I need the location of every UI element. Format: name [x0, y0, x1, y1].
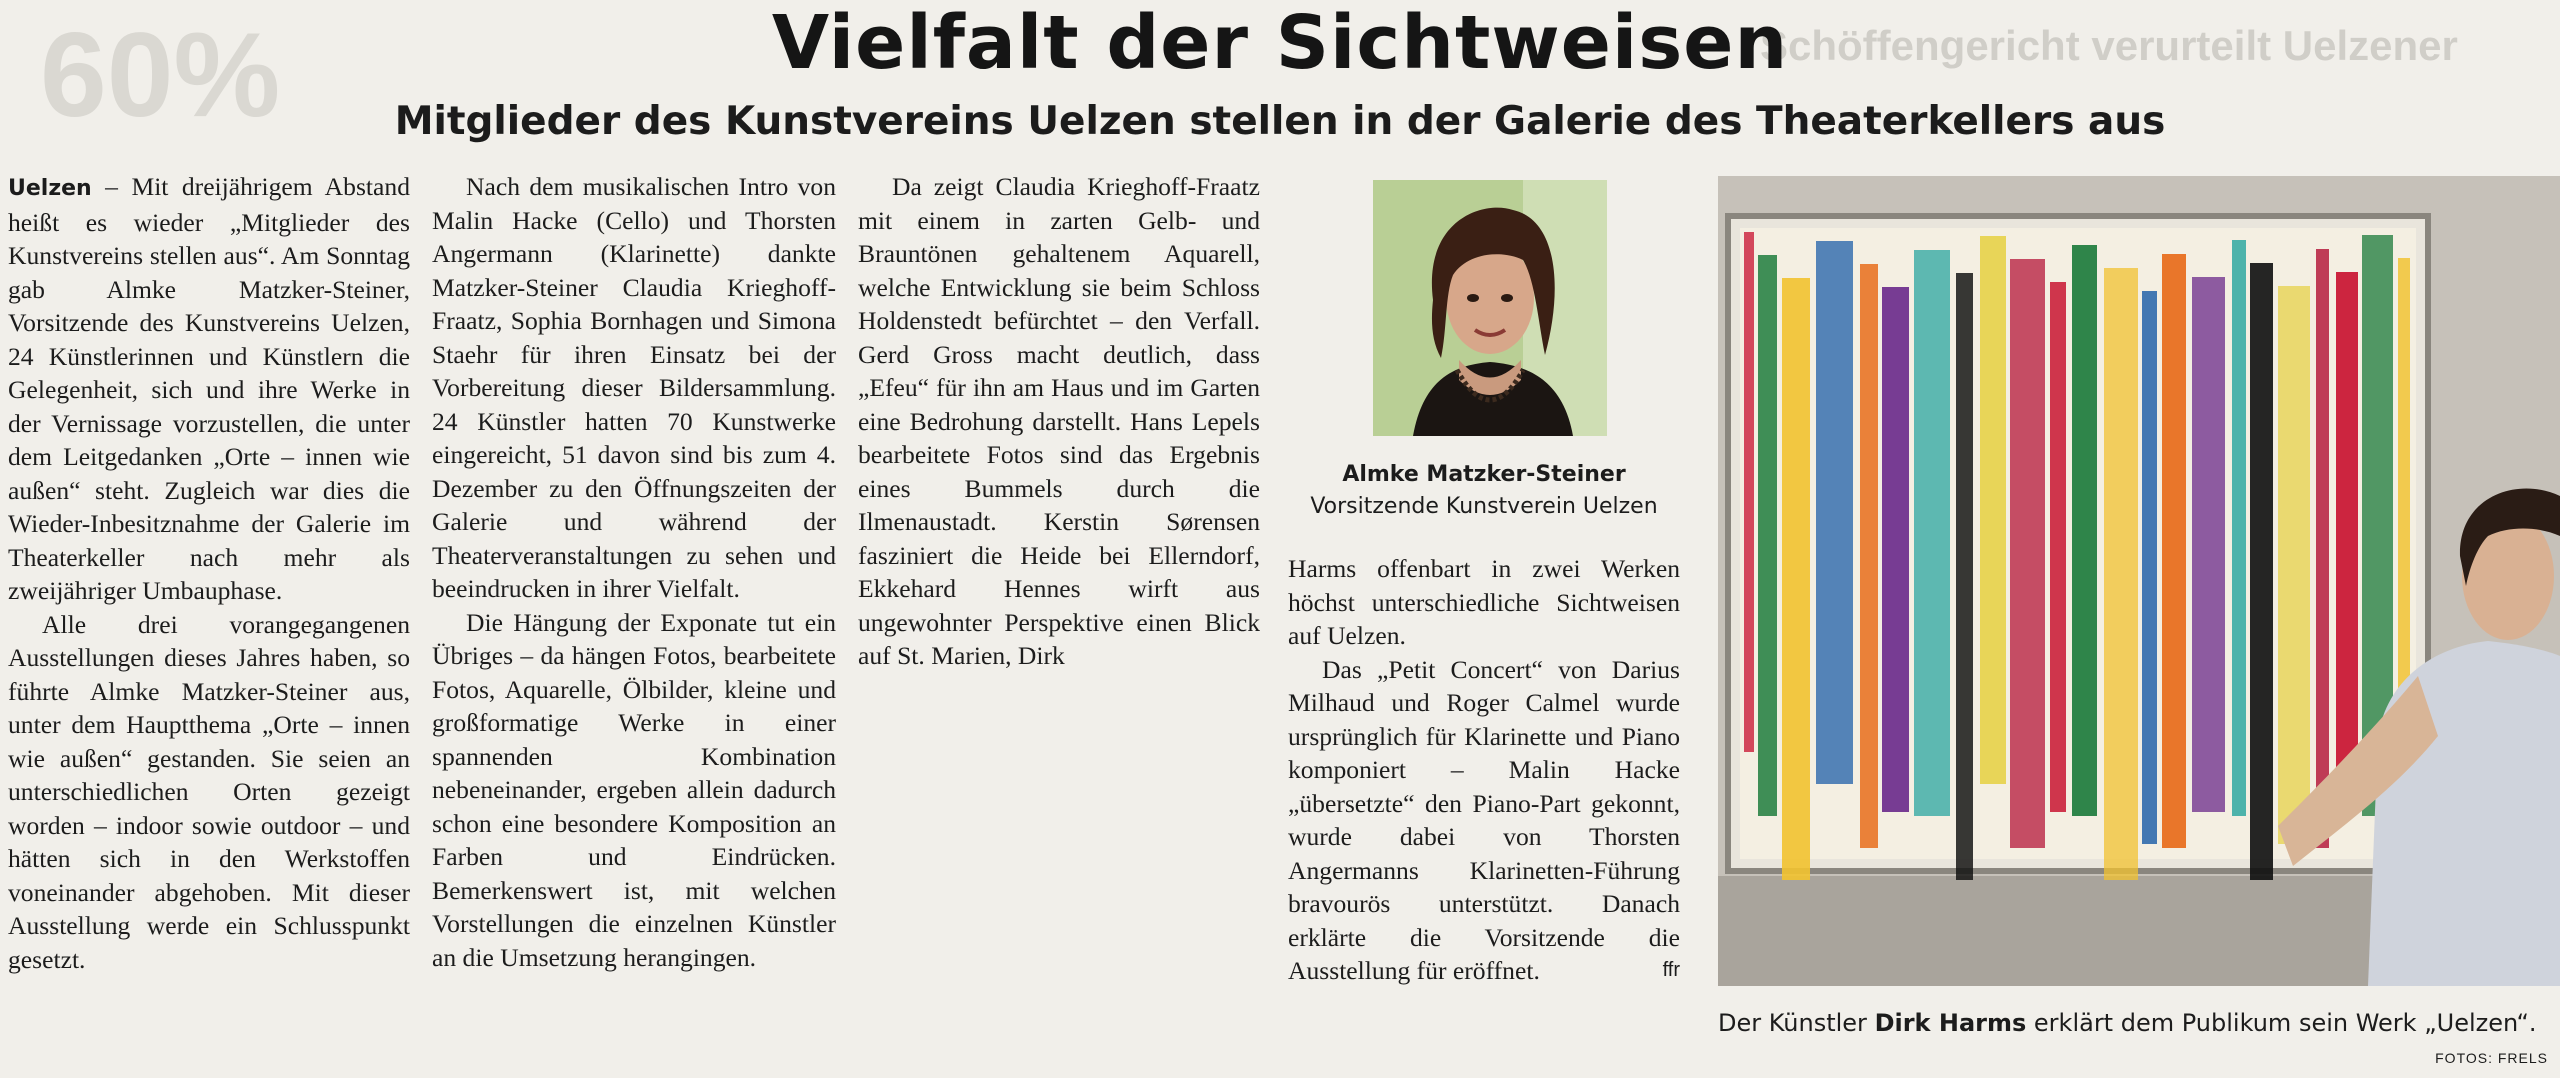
paint-stripe	[2162, 254, 2186, 848]
photo-credit: FOTOS: FRELS	[2435, 1050, 2548, 1066]
paint-stripe	[1914, 250, 1950, 816]
paint-stripe	[2316, 249, 2329, 848]
paint-stripe	[2050, 282, 2066, 812]
article-headline: Vielfalt der Sichtweisen	[771, 0, 1789, 86]
article-paragraph-3: Nach dem musikalischen Intro von Malin Hacke (Cello) und Thorsten Angermann (Klarinette) dankte Matzker-Steiner Claudia Krieghoff-Fraatz, Sophia Bornhagen und Simona Staehr für ihren Einsatz bei der Vorbereitung dieser Bildersammlung. 24 Künstler hatten 70 Kunstwerke eingereicht, 51 davon sind bis zum 4. Dezember zu den Öffnungszeiten der Galerie und während der Theaterveranstaltungen zu sehen und beeindrucken in ihrer Vielfalt.	[432, 172, 836, 603]
paint-stripe	[2278, 286, 2310, 844]
article-paragraph-6: Harms offenbart in zwei Werken höchst unterschiedliche Sichtweisen auf Uelzen.	[1288, 554, 1680, 650]
article-paragraph-4: Die Hängung der Exponate tut ein Übriges – da hängen Fotos, bearbeitete Fotos, Aquarelle, Ölbilder, kleine und großformatige Werke in einer spannenden Kombination nebeneinander, ergeben allein dadurch schon eine besondere Komposition an Farben und Eindrücken. Bemerkenswert ist, mit welchen Vorstellungen die einzelnen Künstler an die Umsetzung herangingen.	[432, 607, 836, 972]
author-initials: ffr	[1662, 959, 1680, 981]
paint-stripe	[1882, 287, 1909, 812]
article-column-2	[432, 170, 836, 1075]
paint-stripe	[2142, 291, 2157, 844]
article-dateline: Uelzen	[8, 176, 92, 201]
paint-stripe	[2072, 245, 2097, 816]
portrait-photo-graphic	[1373, 180, 1607, 436]
article-paragraph-5: Da zeigt Claudia Krieghoff-Fraatz mit einem in zarten Gelb- und Brauntönen gehaltenem Aquarell, welche Entwicklung sie beim Schloss Holdenstedt befürchtet – den Verfall. Gerd Gross macht deutlich, dass „Efeu“ für ihn am Haus und im Garten eine Bedrohung darstellt. Hans Lepels bearbeitete Fotos sind das Ergebnis eines Bummels durch die Ilmenaustadt. Kerstin Sørensen fasziniert die Heide bei Ellerndorf, Ekkehard Hennes wirft aus ungewohnter Perspektive einen Blick auf St. Marien, Dirk	[858, 172, 1260, 670]
paint-stripe	[1816, 241, 1853, 784]
paint-stripe	[1782, 278, 1810, 880]
artwork-photo	[1718, 176, 2560, 986]
article-subheadline: Mitglieder des Kunstvereins Uelzen stellen in der Galerie des Theaterkellers aus	[394, 99, 2166, 144]
photo-caption-name: Dirk Harms	[1874, 1009, 2027, 1037]
article-column-3	[858, 170, 1260, 1075]
paint-stripe	[2250, 263, 2273, 880]
photo-caption-rest: erklärt dem Publikum sein Werk „Uelzen“.	[2026, 1009, 2537, 1037]
paint-stripe	[2192, 277, 2225, 812]
paint-stripe	[1980, 236, 2006, 784]
paint-stripe	[1860, 264, 1878, 848]
article-paragraph-2: Alle drei vorangegangenen Ausstellungen dieses Jahres haben, so führte Almke Matzker-Steiner aus, unter dem Hauptthema „Orte – innen wie außen“ gestanden. Sie seien an unterschiedlichen Orten gezeigt worden – indoor sowie outdoor – und hätten sich in den Werkstoffen voneinander abgehoben. Mit dieser Ausstellung werde ein Schlusspunkt gesetzt.	[8, 609, 410, 974]
neighbour-article-fragment-right: Schöffengericht verurteilt Uelzener	[1760, 22, 2458, 69]
article-paragraph-7	[1288, 653, 1680, 988]
paint-stripe	[2232, 240, 2246, 816]
paragraph-7-text: Das „Petit Concert“ von Darius Milhaud und Roger Calmel wurde ursprünglich für Klarinette und Piano komponiert – Malin Hacke „übersetzte“ den Piano-Part gekonnt, wurde dabei von Thorsten Angermanns Klarinetten-Führung bravourös unterstützt. Danach erklärte die Vorsitzende die Ausstellung für eröffnet.	[1288, 654, 1680, 985]
paint-stripe	[1758, 255, 1777, 816]
paragraph-1-text: – Mit dreijährigem Abstand heißt es wieder „Mitglieder des Kunstvereins stellen aus“. Am Sonntag gab Almke Matzker-Steiner, Vorsitzende des Kunstvereins Uelzen, 24 Künstlerinnen und Künstlern die Gelegenheit, sich und ihre Werke in der Vernissage vorzustellen, die unter dem Leitgedanken „Orte – innen wie außen“ steht. Zugleich war dies die Wieder-Inbesitznahme der Galerie im Theaterkeller nach mehr als zweijähriger Umbauphase.	[8, 172, 410, 605]
article-column-4	[1288, 552, 1680, 1077]
paint-stripe	[2010, 259, 2045, 848]
paint-stripe	[2336, 272, 2358, 812]
article-column-1	[8, 170, 410, 1075]
photo-caption	[1718, 1006, 2560, 1078]
article-paragraph-1	[8, 170, 410, 608]
portrait-caption-name: Almke Matzker-Steiner	[1342, 462, 1626, 487]
photo-caption-prefix: Der Künstler	[1718, 1009, 1875, 1037]
paint-stripe	[1956, 273, 1973, 880]
artwork-photo-graphic	[1718, 176, 2560, 986]
portrait-photo	[1373, 180, 1607, 436]
neighbour-article-fragment-left: 60%	[40, 8, 281, 142]
portrait-caption-role: Vorsitzende Kunstverein Uelzen	[1310, 494, 1658, 519]
paint-stripe	[2104, 268, 2138, 880]
paint-stripe	[1744, 232, 1754, 752]
